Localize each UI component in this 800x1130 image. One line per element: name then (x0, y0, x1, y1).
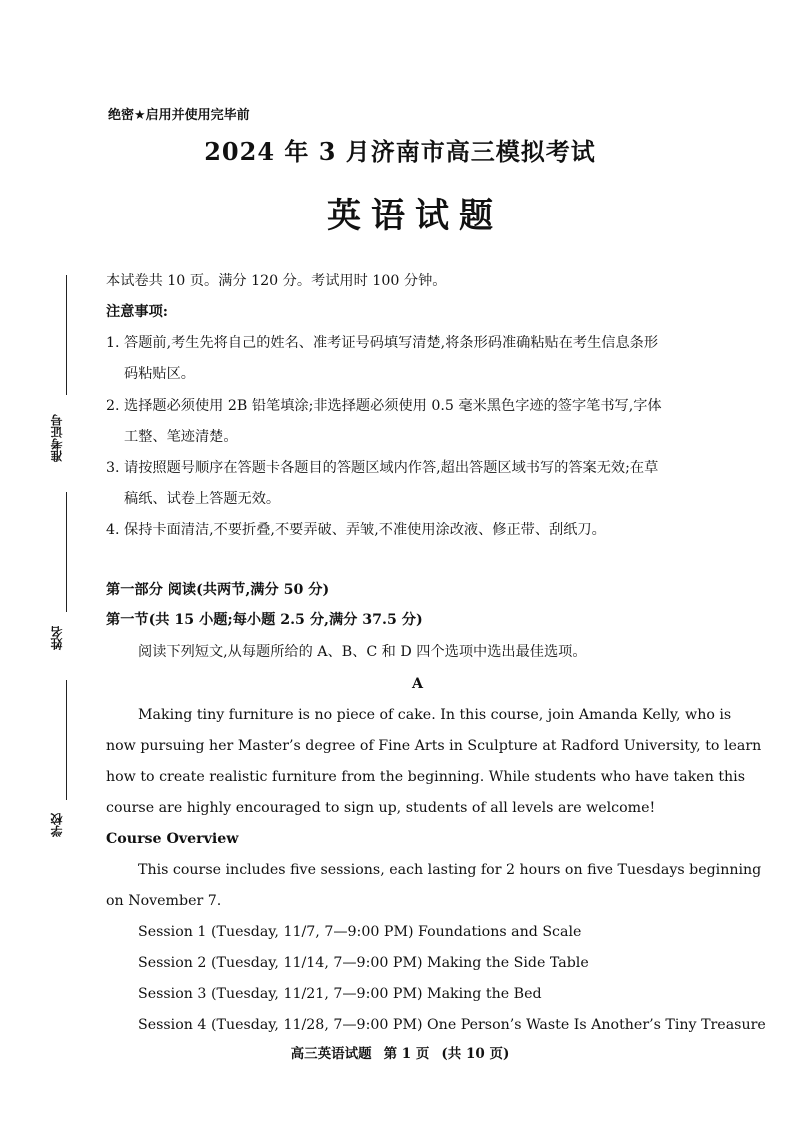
subject-title: 英语试题 (327, 196, 503, 236)
note-item: 1. 答题前,考生先将自己的姓名、准考证号码填写清楚,将条形码准确粘贴在考生信息条形 (106, 335, 659, 351)
footer-page: 第 1 页 (383, 1046, 430, 1062)
intro-text: 本试卷共 10 页。满分 120 分。考试用时 100 分钟。 (106, 273, 447, 289)
overview-line: on November 7. (106, 893, 222, 909)
school-label: 学校 (50, 813, 64, 837)
confidential-notice: 绝密★启用并使用完毕前 (108, 108, 250, 123)
passage-line: course are highly encouraged to sign up, students of all levels are welcome! (106, 800, 656, 816)
passage-line: now pursuing her Master’s degree of Fine Arts in Sculpture at Radford University, to learn (106, 738, 762, 754)
name-label: 姓名 (50, 626, 64, 650)
session-line: Session 1 (Tuesday, 11/7, 7—9:00 PM) Foundations and Scale (138, 924, 582, 940)
name-line (66, 492, 67, 612)
school-line (66, 680, 67, 800)
passage-line: how to create realistic furniture from the beginning. While students who have taken this (106, 769, 745, 785)
passage-label: A (412, 676, 424, 692)
instruction-text: 阅读下列短文,从每题所给的 A、B、C 和 D 四个选项中选出最佳选项。 (138, 644, 587, 660)
note-item: 码粘贴区。 (124, 366, 195, 382)
exam-title: 2024 年 3 月济南市高三模拟考试 (204, 137, 596, 166)
overview-line: This course includes five sessions, each lasting for 2 hours on five Tuesdays beginning (138, 862, 762, 878)
footer-subject: 高三英语试题 (290, 1046, 372, 1062)
notes-heading: 注意事项: (106, 304, 168, 320)
note-item: 稿纸、试卷上答题无效。 (124, 491, 281, 507)
exam-number-label: 准考证号 (50, 414, 64, 462)
note-item: 工整、笔迹清楚。 (124, 429, 238, 445)
session-line: Session 3 (Tuesday, 11/21, 7—9:00 PM) Making the Bed (138, 986, 542, 1002)
footer-total: (共 10 页) (441, 1046, 510, 1062)
session-line: Session 2 (Tuesday, 11/14, 7—9:00 PM) Making the Side Table (138, 955, 589, 971)
note-item: 3. 请按照题号顺序在答题卡各题目的答题区域内作答,超出答题区域书写的答案无效;在草 (106, 460, 659, 476)
passage-line: Making tiny furniture is no piece of cake. In this course, join Amanda Kelly, who is (138, 707, 732, 723)
note-item: 4. 保持卡面清洁,不要折叠,不要弄破、弄皱,不准使用涂改液、修正带、刮纸刀。 (106, 522, 606, 538)
exam-number-line (66, 275, 67, 395)
note-item: 2. 选择题必须使用 2B 铅笔填涂;非选择题必须使用 0.5 毫米黑色字迹的签字笔书写,字体 (106, 398, 662, 414)
section-heading: 第一节(共 15 小题;每小题 2.5 分,满分 37.5 分) (106, 612, 423, 628)
session-line: Session 4 (Tuesday, 11/28, 7—9:00 PM) One Person’s Waste Is Another’s Tiny Treasure (138, 1017, 766, 1033)
page-footer (0, 1042, 800, 1062)
overview-heading: Course Overview (106, 831, 239, 847)
part-heading: 第一部分 阅读(共两节,满分 50 分) (106, 582, 330, 598)
